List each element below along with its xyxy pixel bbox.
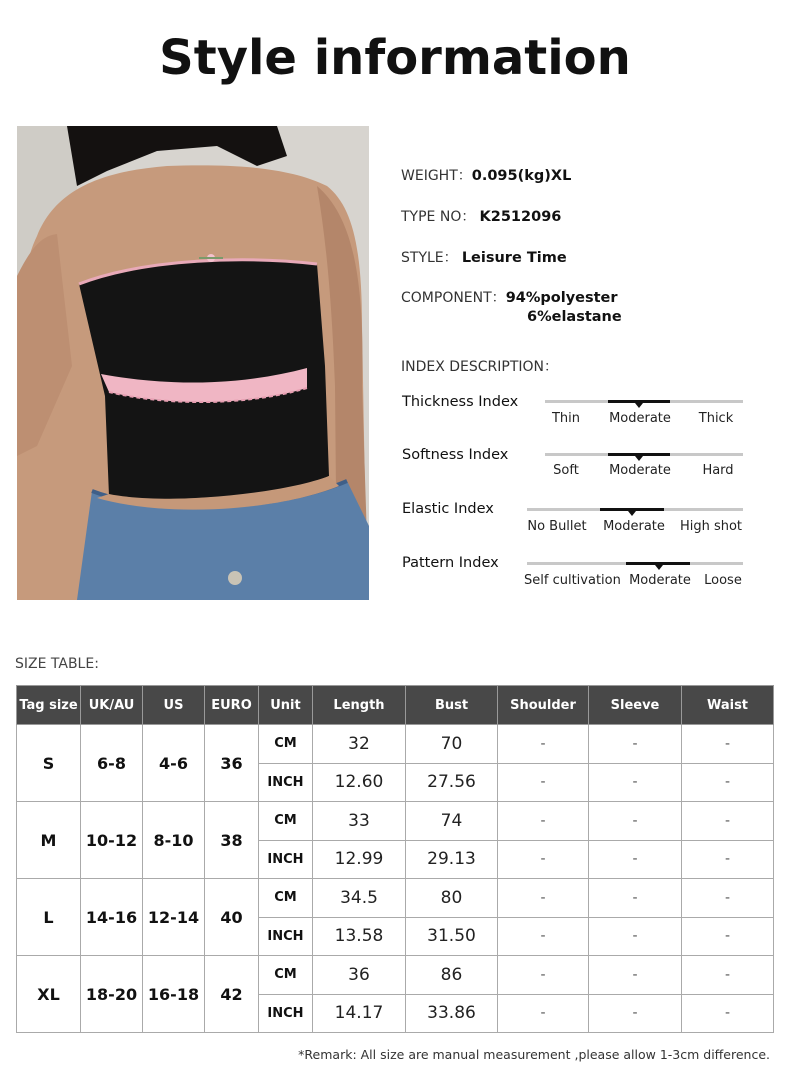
style-value: Leisure Time <box>461 250 567 266</box>
length-cell: 12.99 <box>313 840 406 879</box>
bust-cell: 86 <box>406 956 498 995</box>
length-cell: 14.17 <box>313 994 406 1033</box>
unit-cell: INCH <box>259 763 313 802</box>
tag-size-cell: L <box>17 879 81 956</box>
pattern-label-high: Loose <box>704 573 742 588</box>
elastic-label-low: No Bullet <box>527 519 587 534</box>
thickness-label-mid: Moderate <box>609 411 671 426</box>
remark-note: *Remark: All size are manual measurement ,please allow 1-3cm difference. <box>298 1047 770 1062</box>
euro-cell: 38 <box>205 802 259 879</box>
softness-label-high: Hard <box>702 463 734 478</box>
thickness-label-high: Thick <box>698 411 734 426</box>
shoulder-cell: - <box>498 725 589 764</box>
tag-size-cell: S <box>17 725 81 802</box>
header-waist: Waist <box>682 686 774 725</box>
elastic-index-label: Elastic Index <box>402 501 494 517</box>
shoulder-cell: - <box>498 917 589 956</box>
table-row <box>17 956 774 995</box>
weight-row <box>401 165 571 185</box>
euro-cell: 42 <box>205 956 259 1033</box>
uk-au-cell: 10-12 <box>81 802 143 879</box>
weight-label: WEIGHT： <box>401 168 472 184</box>
bust-cell: 29.13 <box>406 840 498 879</box>
component-row <box>401 287 618 307</box>
sleeve-cell: - <box>589 763 682 802</box>
sleeve-cell: - <box>589 994 682 1033</box>
us-cell: 4-6 <box>143 725 205 802</box>
elastic-label-mid: Moderate <box>603 519 665 534</box>
length-cell: 36 <box>313 956 406 995</box>
component-label: COMPONENT： <box>401 290 506 306</box>
header-us: US <box>143 686 205 725</box>
waist-cell: - <box>682 840 774 879</box>
table-row <box>17 725 774 764</box>
shoulder-cell: - <box>498 840 589 879</box>
product-photo <box>17 126 369 600</box>
index-description-heading: INDEX DESCRIPTION： <box>401 359 559 375</box>
style-row <box>401 247 567 267</box>
elastic-label-high: High shot <box>679 519 743 534</box>
waist-cell: - <box>682 994 774 1033</box>
pattern-label-mid: Moderate <box>629 573 691 588</box>
shoulder-cell: - <box>498 879 589 918</box>
table-row <box>17 879 774 918</box>
unit-cell: CM <box>259 802 313 841</box>
uk-au-cell: 18-20 <box>81 956 143 1033</box>
us-cell: 12-14 <box>143 879 205 956</box>
euro-cell: 40 <box>205 879 259 956</box>
unit-cell: INCH <box>259 994 313 1033</box>
length-cell: 33 <box>313 802 406 841</box>
uk-au-cell: 6-8 <box>81 725 143 802</box>
waist-cell: - <box>682 956 774 995</box>
length-cell: 13.58 <box>313 917 406 956</box>
header-uk-au: UK/AU <box>81 686 143 725</box>
unit-cell: INCH <box>259 917 313 956</box>
thickness-index-label: Thickness Index <box>402 394 519 410</box>
pattern-label-low: Self cultivation <box>524 573 621 588</box>
elastic-pointer-icon <box>628 511 636 516</box>
length-cell: 34.5 <box>313 879 406 918</box>
waist-cell: - <box>682 879 774 918</box>
unit-cell: INCH <box>259 840 313 879</box>
bust-cell: 74 <box>406 802 498 841</box>
size-table-header-row <box>17 686 774 725</box>
header-tag-size: Tag size <box>17 686 81 725</box>
header-length: Length <box>313 686 406 725</box>
header-euro: EURO <box>205 686 259 725</box>
size-table <box>16 685 774 1033</box>
sleeve-cell: - <box>589 917 682 956</box>
tag-size-cell: XL <box>17 956 81 1033</box>
us-cell: 8-10 <box>143 802 205 879</box>
type-label: TYPE NO： <box>401 209 476 225</box>
thickness-pointer-icon <box>635 403 643 408</box>
type-row <box>401 206 561 226</box>
waist-cell: - <box>682 917 774 956</box>
waist-cell: - <box>682 802 774 841</box>
sleeve-cell: - <box>589 840 682 879</box>
bust-cell: 33.86 <box>406 994 498 1033</box>
sleeve-cell: - <box>589 956 682 995</box>
pattern-index-label: Pattern Index <box>402 555 499 571</box>
sleeve-cell: - <box>589 725 682 764</box>
model-illustration <box>17 126 369 600</box>
unit-cell: CM <box>259 956 313 995</box>
waist-cell: - <box>682 725 774 764</box>
shoulder-cell: - <box>498 956 589 995</box>
softness-index-label: Softness Index <box>402 447 509 463</box>
unit-cell: CM <box>259 879 313 918</box>
waist-cell: - <box>682 763 774 802</box>
softness-pointer-icon <box>635 456 643 461</box>
header-shoulder: Shoulder <box>498 686 589 725</box>
euro-cell: 36 <box>205 725 259 802</box>
shoulder-cell: - <box>498 763 589 802</box>
length-cell: 32 <box>313 725 406 764</box>
length-cell: 12.60 <box>313 763 406 802</box>
sleeve-cell: - <box>589 879 682 918</box>
style-label: STYLE： <box>401 250 458 266</box>
component-value-1: 94%polyester <box>505 290 618 306</box>
weight-value: 0.095(kg)XL <box>471 168 572 184</box>
header-sleeve: Sleeve <box>589 686 682 725</box>
type-value: K2512096 <box>479 209 562 225</box>
page-title: Style information <box>159 30 631 86</box>
shoulder-cell: - <box>498 994 589 1033</box>
us-cell: 16-18 <box>143 956 205 1033</box>
header-bust: Bust <box>406 686 498 725</box>
softness-label-mid: Moderate <box>609 463 671 478</box>
bust-cell: 31.50 <box>406 917 498 956</box>
softness-label-low: Soft <box>553 463 579 478</box>
unit-cell: CM <box>259 725 313 764</box>
bust-cell: 27.56 <box>406 763 498 802</box>
pattern-pointer-icon <box>655 565 663 570</box>
sleeve-cell: - <box>589 802 682 841</box>
shoulder-cell: - <box>498 802 589 841</box>
size-table-label: SIZE TABLE: <box>15 656 99 672</box>
tag-size-cell: M <box>17 802 81 879</box>
uk-au-cell: 14-16 <box>81 879 143 956</box>
bust-cell: 70 <box>406 725 498 764</box>
component-row-2 <box>527 308 622 325</box>
header-unit: Unit <box>259 686 313 725</box>
bust-cell: 80 <box>406 879 498 918</box>
thickness-label-low: Thin <box>551 411 581 426</box>
component-value-2: 6%elastane <box>527 309 622 325</box>
table-row <box>17 802 774 841</box>
